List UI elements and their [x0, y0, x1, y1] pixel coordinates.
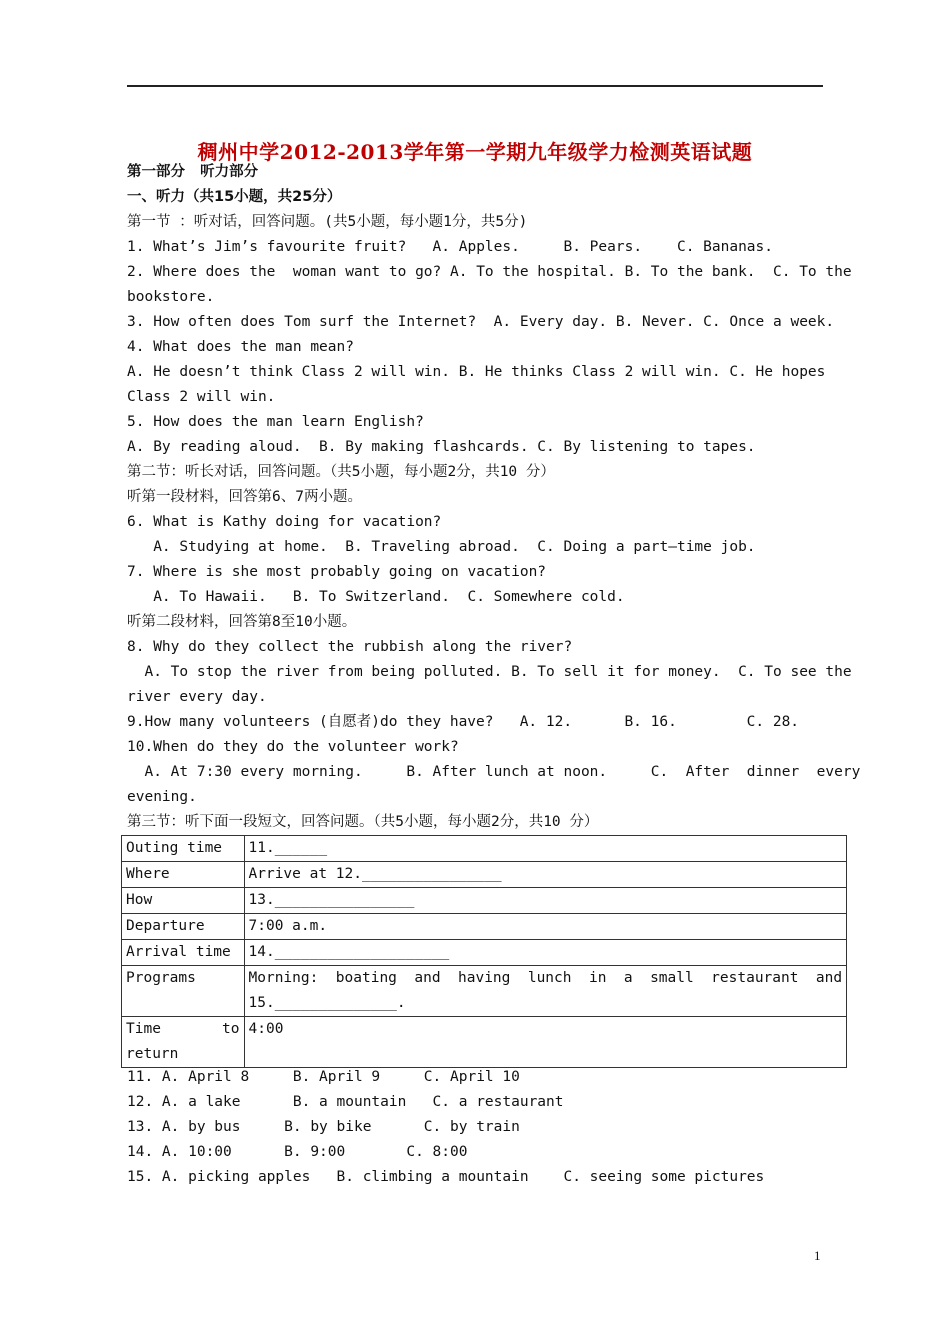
question-6: 6. What is Kathy doing for vacation?: [127, 514, 442, 530]
question-10: 10.When do they do the volunteer work?: [127, 739, 459, 755]
question-8-options-cont: river every day.: [127, 689, 267, 705]
subsection-1: 第一节 ：听对话，回答问题。(共5小题，每小题1分，共5分): [127, 214, 528, 230]
question-6-options: A. Studying at home. B. Traveling abroad. C. Doing a part—time job.: [127, 539, 756, 555]
programs-line-2: 15.______________.: [248, 995, 406, 1011]
table-cell: 4:00: [244, 1017, 847, 1068]
return-label-line-1: Time to: [126, 1021, 240, 1037]
answer-options-12: 12. A. a lake B. a mountain C. a restaurant: [127, 1094, 564, 1110]
table-cell: Departure: [122, 914, 245, 940]
table-cell: Where: [122, 862, 245, 888]
table-cell: Programs: [122, 966, 245, 1017]
question-8-options: A. To stop the river from being polluted. B. To sell it for money. C. To see the: [127, 664, 852, 680]
question-2-cont: bookstore.: [127, 289, 215, 305]
table-cell: 14.____________________: [244, 940, 847, 966]
table-cell: [244, 966, 847, 1017]
answer-options-11: 11. A. April 8 B. April 9 C. April 10: [127, 1069, 520, 1085]
subsection-3: 第三节：听下面一段短文，回答问题。（共5小题，每小题2分，共10 分）: [127, 814, 599, 830]
question-7: 7. Where is she most probably going on vacation?: [127, 564, 547, 580]
table-row: [122, 888, 847, 914]
question-10-options-cont: evening.: [127, 789, 197, 805]
table-row: [122, 836, 847, 862]
table-cell: [122, 1017, 245, 1068]
table-cell: 11.______: [244, 836, 847, 862]
question-7-options: A. To Hawaii. B. To Switzerland. C. Somewhere cold.: [127, 589, 625, 605]
table-row: [122, 862, 847, 888]
return-label-line-2: return: [126, 1046, 179, 1062]
table-row: [122, 914, 847, 940]
question-2: 2. Where does the woman want to go? A. To the hospital. B. To the bank. C. To the: [127, 264, 852, 280]
question-4-options-cont: Class 2 will win.: [127, 389, 276, 405]
table-cell: Outing time: [122, 836, 245, 862]
programs-line-1: Morning: boating and having lunch in a small restaurant and: [248, 970, 843, 986]
material-2-note: 听第二段材料，回答第8至10小题。: [127, 614, 357, 630]
material-1-note: 听第一段材料，回答第6、7两小题。: [127, 489, 362, 505]
answer-options-13: 13. A. by bus B. by bike C. by train: [127, 1119, 520, 1135]
table-row: [122, 940, 847, 966]
table-row: [122, 1017, 847, 1068]
header-rule: [127, 85, 823, 87]
part-heading: 第一部分 听力部分: [127, 164, 259, 180]
question-4: 4. What does the man mean?: [127, 339, 354, 355]
question-5: 5. How does the man learn English?: [127, 414, 424, 430]
subsection-2: 第二节：听长对话，回答问题。（共5小题，每小题2分，共10 分）: [127, 464, 555, 480]
question-8: 8. Why do they collect the rubbish along the river?: [127, 639, 573, 655]
exam-title: 稠州中学2012-2013学年第一学期九年级学力检测英语试题: [197, 140, 753, 164]
question-9: 9.How many volunteers (自愿者)do they have? A. 12. B. 16. C. 28.: [127, 714, 800, 730]
section-heading: 一、听力（共15小题，共25分）: [127, 189, 342, 205]
question-1: 1. What’s Jim’s favourite fruit? A. Apples. B. Pears. C. Bananas.: [127, 239, 774, 255]
question-10-options: A. At 7:30 every morning. B. After lunch at noon. C. After dinner every: [127, 764, 861, 780]
answer-options-14: 14. A. 10:00 B. 9:00 C. 8:00: [127, 1144, 468, 1160]
question-5-options: A. By reading aloud. B. By making flashcards. C. By listening to tapes.: [127, 439, 756, 455]
table-row: [122, 966, 847, 1017]
table-cell: 7:00 a.m.: [244, 914, 847, 940]
table-cell: Arrival time: [122, 940, 245, 966]
table-cell: Arrive at 12.________________: [244, 862, 847, 888]
question-3: 3. How often does Tom surf the Internet? A. Every day. B. Never. C. Once a week.: [127, 314, 835, 330]
question-4-options: A. He doesn’t think Class 2 will win. B. He thinks Class 2 will win. C. He hopes: [127, 364, 826, 380]
answer-options-15: 15. A. picking apples B. climbing a mountain C. seeing some pictures: [127, 1169, 765, 1185]
outing-table: [121, 835, 847, 1068]
table-cell: 13.________________: [244, 888, 847, 914]
page-number: 1: [814, 1248, 821, 1263]
table-cell: How: [122, 888, 245, 914]
